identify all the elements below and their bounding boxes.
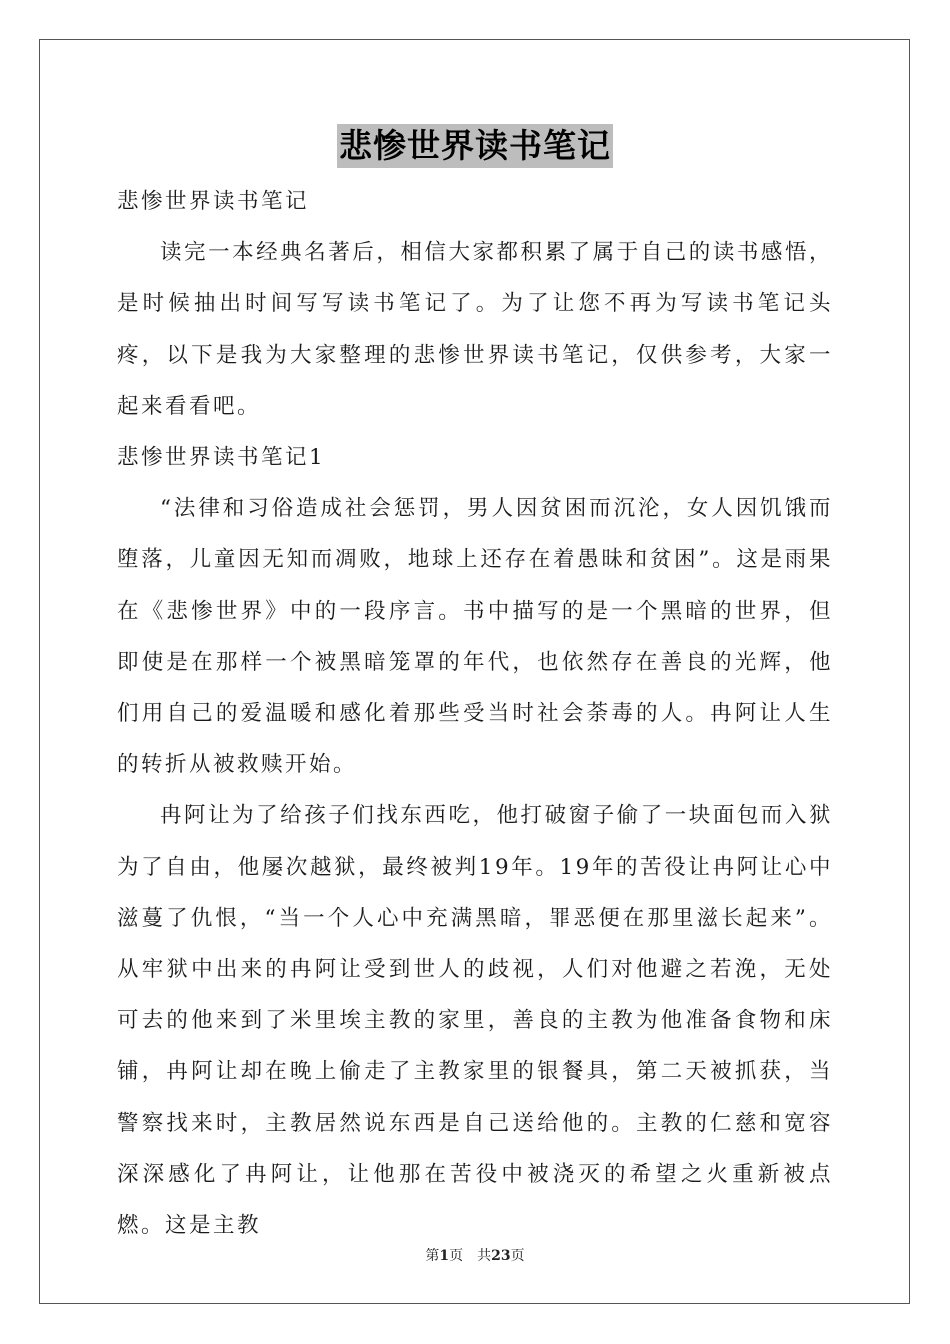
page-prefix: 第 xyxy=(425,1248,440,1264)
total-suffix: 页 xyxy=(510,1248,525,1264)
total-pages: 23 xyxy=(491,1248,511,1264)
title-container xyxy=(0,124,950,168)
total-prefix: 共 xyxy=(477,1248,492,1264)
body-paragraph-1: “法律和习俗造成社会惩罚，男人因贫困而沉沦，女人因饥饿而堕落，儿童因无知而凋败，地球上还存在着愚昧和贫困”。这是雨果在《悲惨世界》中的一段序言。书中描写的是一个黑暗的世界，但即使是在那样一个被黑暗笼罩的年代，也依然存在善良的光辉，他们用自己的爱温暖和感化着那些受当时社会荼毒的人。冉阿让人生的转折从被救赎开始。 xyxy=(117,496,833,778)
page-suffix: 页 xyxy=(449,1248,464,1264)
document-title: 悲惨世界读书笔记 xyxy=(337,124,613,168)
intro-paragraph: 读完一本经典名著后，相信大家都积累了属于自己的读书感悟，是时候抽出时间写写读书笔记了。为了让您不再为写读书笔记头疼，以下是我为大家整理的悲惨世界读书笔记，仅供参考，大家一起来看看吧。 xyxy=(117,240,833,419)
document-body xyxy=(117,176,833,1251)
page-footer xyxy=(0,1245,950,1265)
body-paragraph-2: 冉阿让为了给孩子们找东西吃，他打破窗子偷了一块面包而入狱为了自由，他屡次越狱，最终被判19年。19年的苦役让冉阿让心中滋蔓了仇恨，“当一个人心中充满黑暗，罪恶便在那里滋长起来”。从牢狱中出来的冉阿让受到世人的歧视，人们对他避之若浼，无处可去的他来到了米里埃主教的家里，善良的主教为他准备食物和床铺，冉阿让却在晚上偷走了主教家里的银餐具，第二天被抓获，当警察找来时，主教居然说东西是自己送给他的。主教的仁慈和宽容深深感化了冉阿让，让他那在苦役中被浇灭的希望之火重新被点燃。这是主教 xyxy=(117,803,833,1239)
subtitle-line: 悲惨世界读书笔记 xyxy=(117,189,310,214)
page-number: 1 xyxy=(439,1248,450,1264)
section-heading: 悲惨世界读书笔记1 xyxy=(117,445,326,471)
